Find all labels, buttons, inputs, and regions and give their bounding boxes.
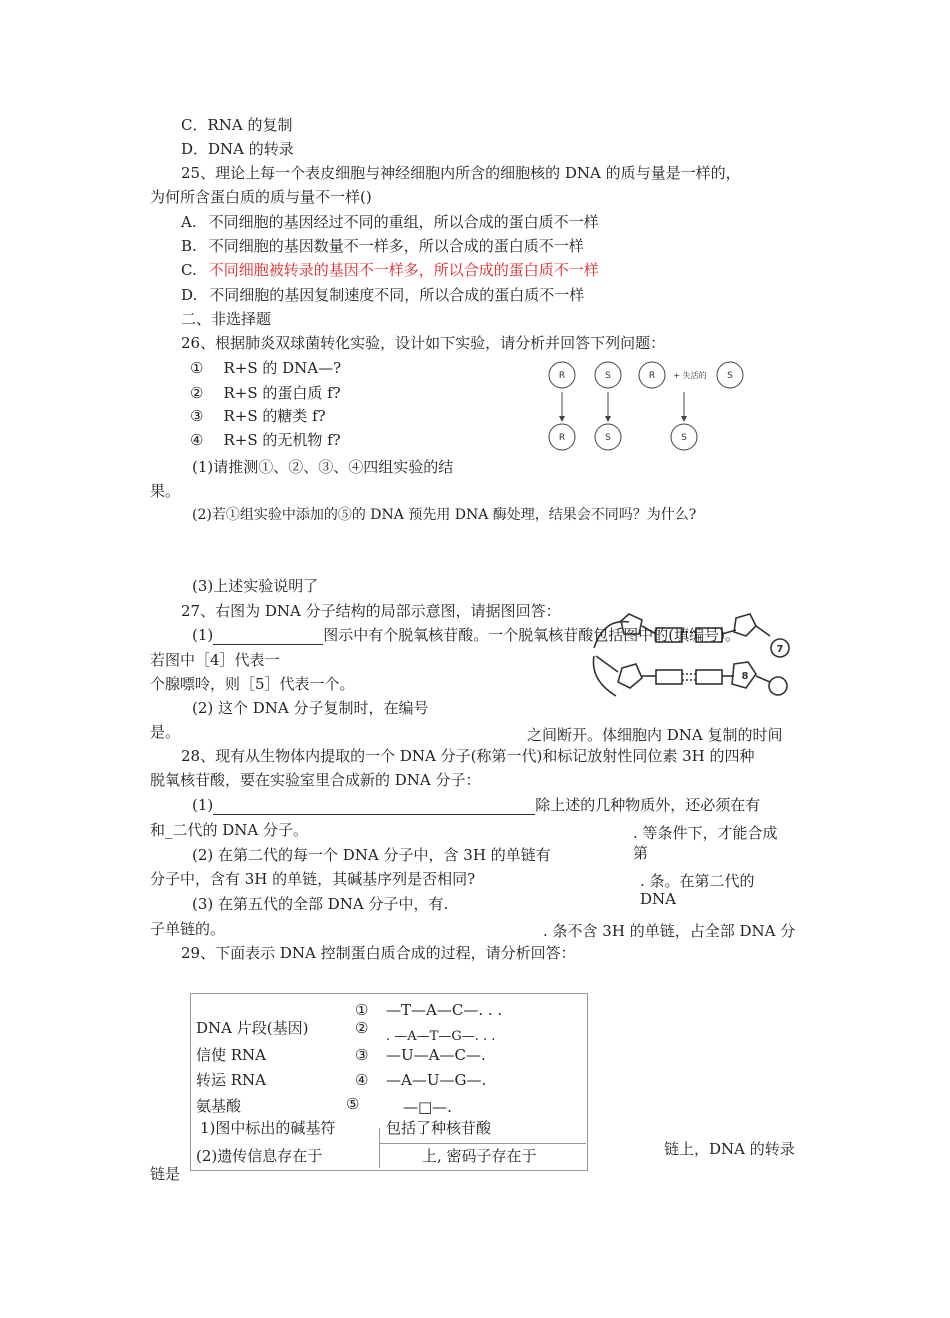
q25-stem-line2: 为何所含蛋白质的质与量不一样() [150,188,372,206]
row-number: ③ [355,1046,369,1064]
q27-part1-text: 图示中有个脱氧核苷酸。一个脱氧核苷酸包括图中的(填编号)。 [323,626,740,644]
q28-stem1: 28、现有从生物体内提取的一个 DNA 分子(称第一代)和标记放射性同位素 3H 的四种 [181,747,755,765]
phosphate-icon [769,677,787,695]
q25-option-d [181,285,584,305]
arrowhead-icon [681,416,687,422]
item-text: R+S 的蛋白质 f? [223,384,341,402]
option-text: 不同细胞的基因经过不同的重组，所以合成的蛋白质不一样 [208,213,599,231]
part-number: (1) [192,626,214,644]
arrowhead-icon [605,416,611,422]
q29-part1a: 1)图中标出的碱基符 [200,1119,336,1137]
item-number: ④ [190,431,204,449]
table-divider [379,1128,380,1168]
q28-part2d: DNA [640,890,676,908]
q28-part1d: . 等条件下，才能合成 [633,824,778,842]
sequence: —T—A—C—. . . [386,1001,503,1019]
option-letter: B. [181,237,197,255]
q28-part3b: 子单链的。 [150,920,226,938]
sequence: . —A—T—G—. . . [386,1029,496,1044]
section-heading: 二、非选择题 [181,310,272,328]
row-number: ② [355,1019,369,1037]
item-text: R+S 的糖类 f? [223,407,326,425]
row-label-mrna: 信使 RNA [196,1046,267,1064]
item-number: ① [190,359,204,377]
strain-label: S [605,433,611,443]
strain-label: S [605,371,611,381]
label-7: 7 [776,644,784,655]
option-letter: C. [181,261,197,279]
q26-part3: (3)上述实验说明了 [192,577,319,595]
item-number: ② [190,384,204,402]
q26-item-4 [190,430,341,450]
q29-part2b: 上, 密码子存在于 [422,1147,537,1165]
strain-label: R [558,433,566,443]
transformation-experiment-diagram [540,360,750,455]
option-text: 不同细胞被转录的基因不一样多，所以合成的蛋白质不一样 [208,261,599,279]
base-rect [696,670,722,684]
q28-part3c: . 条不含 3H 的单链，占全部 DNA 分 [543,922,796,940]
q28-part2a: (2) 在第二代的每一个 DNA 分子中，含 3H 的单链有 [192,846,551,864]
label-8: 8 [741,671,749,682]
row-label-amino-acid: 氨基酸 [196,1097,242,1115]
q26-item-1 [190,358,341,378]
q26-part1a: (1)请推测①、②、③、④四组实验的结 [192,458,454,476]
q28-part2c: . 条。在第二代的 [640,872,755,890]
strain-label: R [558,371,566,381]
q28-part1e: 第 [633,844,649,862]
q29-stem: 29、下面表示 DNA 控制蛋白质合成的过程，请分析回答： [181,944,576,962]
sequence: —A—U—G—. [386,1071,487,1089]
answer-blank[interactable] [213,798,535,815]
inactivated-label: + 失活的 [673,371,707,380]
bond-line [756,676,770,682]
q26-part2: (2)若①组实验中添加的⑤的 DNA 预先用 DNA 酶处理，结果会不同吗？为什么? [192,507,697,523]
row-number: ④ [355,1071,369,1089]
q24-option-d: D．DNA 的转录 [181,140,294,158]
q27-part1-line [192,625,740,645]
q27-part1c: 若图中［4］代表一 [150,651,280,669]
q24-option-c: C．RNA 的复制 [181,116,293,134]
option-text: 不同细胞的基因数量不一样多，所以合成的蛋白质不一样 [208,237,584,255]
q27-part2c: 之间断开。体细胞内 DNA 复制的时间 [527,726,783,744]
strain-label: R [648,371,656,381]
q27-part2a: (2) 这个 DNA 分子复制时，在编号 [192,699,429,717]
q26-item-2 [190,383,341,403]
item-text: R+S 的 DNA—? [223,359,342,377]
row-number: ⑤ [346,1095,360,1113]
sequence: —□—. [403,1098,452,1116]
q28-stem2: 脱氧核苷酸，要在实验室里合成新的 DNA 分子： [150,771,481,789]
q26-part1b: 果。 [150,482,181,500]
option-letter: D. [181,286,198,304]
part-number: (1) [192,796,214,814]
item-number: ③ [190,407,204,425]
item-text: R+S 的无机物 f? [223,431,341,449]
q28-part3a: (3) 在第五代的全部 DNA 分子中，有. [192,895,449,913]
row-label-dna: DNA 片段(基因) [196,1019,309,1037]
q29-part2d: 链是 [150,1165,181,1183]
q27-stem: 27、右图为 DNA 分子结构的局部示意图，请据图回答： [181,602,561,620]
base-rect [656,670,682,684]
row-number: ① [355,1001,369,1019]
row-label-trna: 转运 RNA [196,1071,267,1089]
bond-line [596,656,618,672]
table-divider [380,1143,586,1144]
answer-blank[interactable] [213,628,323,645]
deoxyribose-icon [618,664,642,688]
q27-part2b: 是。 [150,723,181,741]
arrowhead-icon [559,416,565,422]
option-text: 不同细胞的基因复制速度不同，所以合成的蛋白质不一样 [209,286,585,304]
option-letter: A. [181,213,197,231]
q28-part1c: 和_二代的 DNA 分子。 [150,821,309,839]
sequence: —U—A—C—. [386,1046,486,1064]
bond-line [756,626,770,636]
q25-stem-line1: 25、理论上每一个表皮细胞与神经细胞内所含的细胞核的 DNA 的质与量是一样的， [181,164,741,182]
q26-item-3 [190,406,326,426]
q28-part1-line [192,795,760,815]
q29-part2a: (2)遗传信息存在于 [196,1147,323,1165]
q26-stem: 26、根据肺炎双球菌转化实验，设计如下实验，请分析并回答下列问题： [181,334,666,352]
q25-option-c-answer [181,260,599,280]
strain-label: S [681,433,687,443]
q28-part1-text: 除上述的几种物质外，还必须在有 [535,796,761,814]
q29-part2c: 链上，DNA 的转录 [664,1140,795,1158]
q27-part1d: 个腺嘌呤，则［5］代表一个。 [150,675,355,693]
strain-label: S [727,371,733,381]
q25-option-b [181,236,584,256]
q28-part2b: 分子中，含有 3H 的单链，其碱基序列是否相同? [150,870,476,888]
q25-option-a [181,212,599,232]
q29-part1b: 包括了种核苷酸 [386,1119,492,1137]
